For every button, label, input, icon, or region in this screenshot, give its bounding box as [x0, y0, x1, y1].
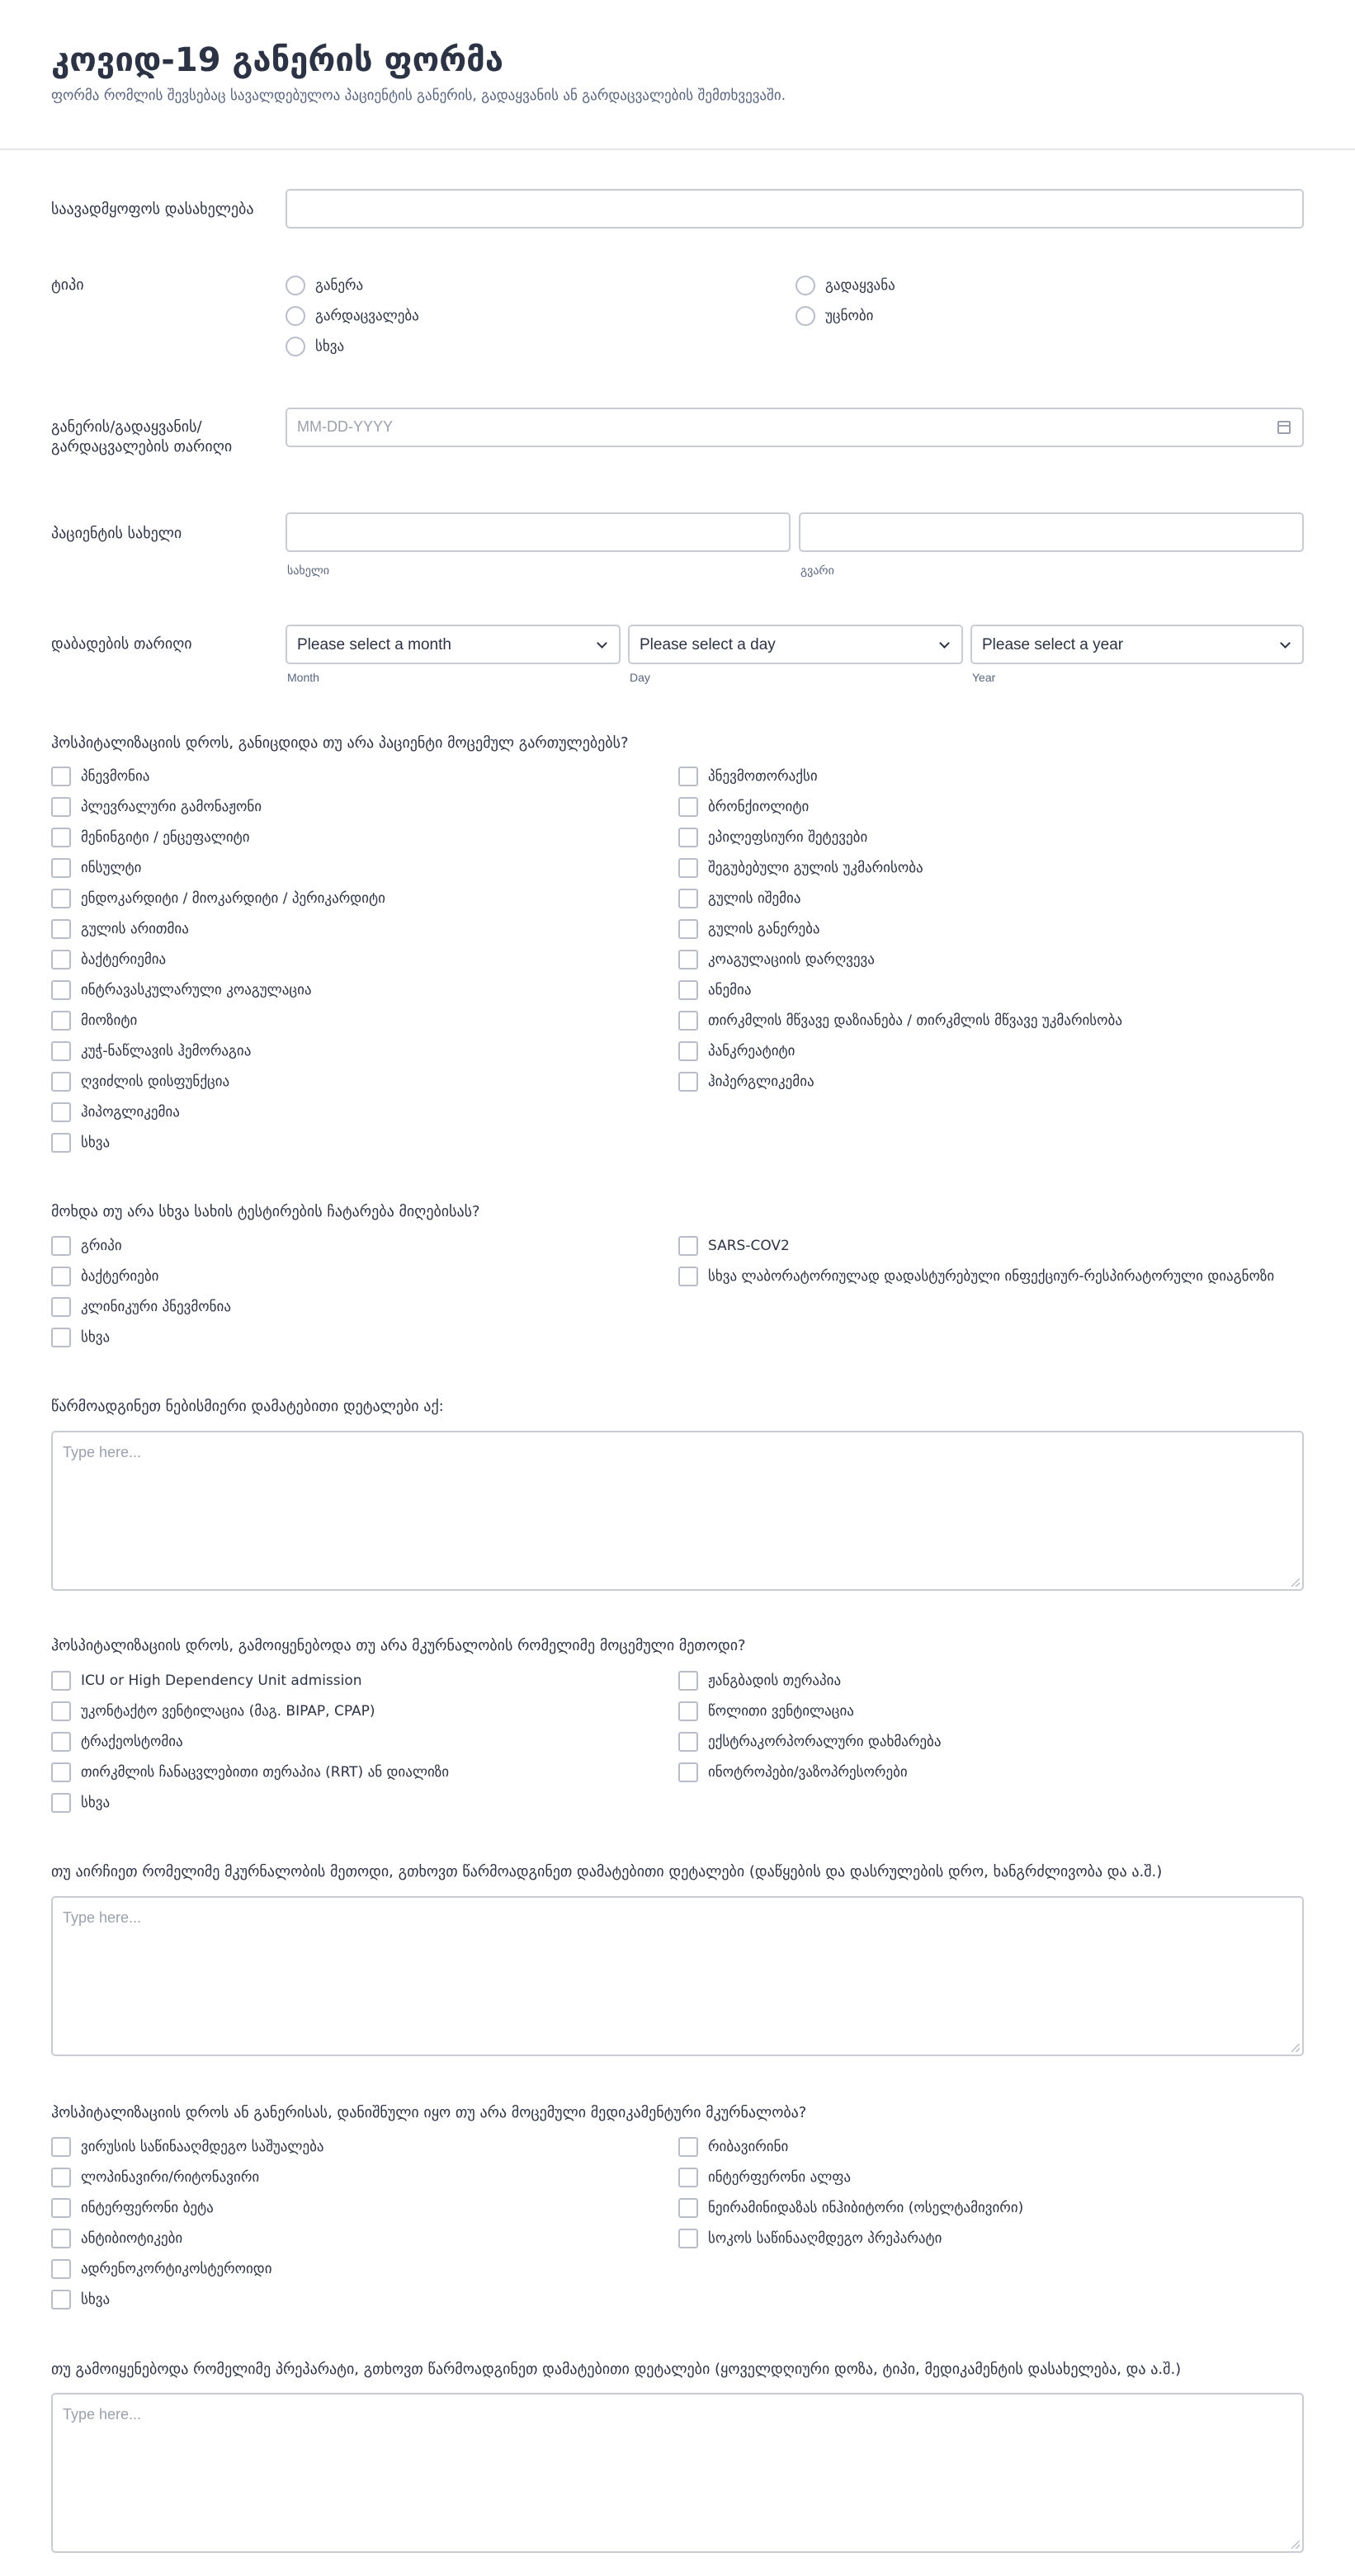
checkbox-icon[interactable]: [678, 2137, 698, 2157]
checkbox-option[interactable]: სხვა: [51, 1132, 110, 1154]
chevron-down-icon: [939, 638, 950, 649]
checkbox-icon[interactable]: [51, 2290, 71, 2309]
checkbox-option[interactable]: სხვა: [51, 1327, 110, 1348]
checkbox-icon[interactable]: [678, 1041, 698, 1061]
type-option-death[interactable]: გარდაცვალება: [286, 305, 419, 327]
checkbox-icon[interactable]: [678, 828, 698, 847]
checkbox-option[interactable]: სოკოს საწინააღმდეგო პრეპარატი: [678, 2228, 942, 2249]
checkbox-icon[interactable]: [51, 1701, 71, 1721]
checkbox-icon[interactable]: [51, 2198, 71, 2218]
details3-textarea[interactable]: Type here...: [51, 2393, 1304, 2553]
checkbox-option[interactable]: გრიპი: [51, 1235, 122, 1257]
dob-day-select[interactable]: Please select a day: [628, 625, 963, 664]
checkbox-icon[interactable]: [678, 767, 698, 786]
checkbox-option[interactable]: ინსულტი: [51, 857, 141, 879]
dob-year-select[interactable]: Please select a year: [970, 625, 1304, 664]
checkbox-option[interactable]: ეპილეფსიური შეტევები: [678, 827, 867, 848]
chevron-down-icon: [597, 638, 607, 649]
checkbox-option[interactable]: კუჭ-ნაწლავის ჰემორაგია: [51, 1040, 251, 1062]
checkbox-icon[interactable]: [51, 1328, 71, 1347]
checkbox-icon[interactable]: [678, 1011, 698, 1031]
treatments-question: ჰოსპიტალიზაციის დროს, გამოიყენებოდა თუ არა მკურნალობის რომელიმე მოცემული მეთოდი?: [51, 1637, 746, 1654]
form-title: კოვიდ-19 განერის ფორმა: [51, 41, 504, 79]
checkbox-option[interactable]: ბაქტერიები: [51, 1266, 158, 1287]
checkbox-icon[interactable]: [678, 1236, 698, 1256]
checkbox-option[interactable]: კოაგულაციის დარღვევა: [678, 949, 875, 970]
checkbox-option[interactable]: ენდოკარდიტი / მიოკარდიტი / პერიკარდიტი: [51, 888, 385, 909]
checkbox-icon[interactable]: [678, 858, 698, 878]
checkbox-option[interactable]: სხვა ლაბორატორიულად დადასტურებული ინფექციურ-რესპირატორული დიაგნოზი: [678, 1266, 1274, 1287]
checkbox-option[interactable]: ჰიპერგლიკემია: [678, 1071, 814, 1092]
checkbox-option[interactable]: პნევმოთორაქსი: [678, 766, 818, 787]
checkbox-icon[interactable]: [51, 1671, 71, 1691]
checkbox-option[interactable]: ვირუსის საწინააღმდეგო საშუალება: [51, 2136, 324, 2158]
checkbox-option[interactable]: ლოპინავირი/რიტონავირი: [51, 2167, 259, 2188]
details2-textarea[interactable]: Type here...: [51, 1896, 1304, 2056]
checkbox-option[interactable]: ინტრავასკულარული კოაგულაცია: [51, 979, 312, 1001]
checkbox-icon[interactable]: [51, 980, 71, 1000]
checkbox-icon[interactable]: [678, 1701, 698, 1721]
checkbox-icon[interactable]: [51, 2229, 71, 2248]
checkbox-option[interactable]: ნეირამინიდაზას ინჰიბიტორი (ოსელტამივირი): [678, 2197, 1023, 2219]
facility-input[interactable]: [286, 189, 1304, 229]
type-option-discharge[interactable]: განერა: [286, 275, 363, 296]
checkbox-icon[interactable]: [51, 1297, 71, 1317]
checkbox-icon[interactable]: [51, 767, 71, 786]
checkbox-option[interactable]: ჰიპოგლიკემია: [51, 1102, 180, 1123]
checkbox-icon[interactable]: [678, 1671, 698, 1691]
checkbox-icon[interactable]: [678, 1072, 698, 1092]
details3-question: თუ გამოიყენებოდა რომელიმე პრეპარატი, გთხოვთ წარმოადგინეთ დამატებითი დეტალები (ყოველდღიური დოზა, ტიპი, მედიკამენტის დასახელება, და ა.შ.): [51, 2361, 1182, 2378]
dob-label: დაბადების თარიღი: [51, 635, 192, 653]
checkbox-icon[interactable]: [678, 2168, 698, 2187]
event-date-input[interactable]: [286, 408, 1304, 447]
checkbox-icon[interactable]: [678, 1732, 698, 1752]
checkbox-option[interactable]: ინტერფერონი ბეტა: [51, 2197, 214, 2219]
dob-month-sublabel: Month: [287, 671, 319, 684]
checkbox-icon[interactable]: [678, 889, 698, 908]
checkbox-icon[interactable]: [51, 2259, 71, 2279]
resize-handle-icon[interactable]: [1291, 1578, 1300, 1587]
checkbox-icon[interactable]: [51, 797, 71, 817]
facility-label: საავადმყოფოს დასახელება: [51, 201, 254, 218]
checkbox-icon[interactable]: [678, 2198, 698, 2218]
checkbox-option[interactable]: პლევრალური გამონაჟონი: [51, 796, 262, 818]
checkbox-option[interactable]: ექსტრაკორპორალური დახმარება: [678, 1731, 941, 1753]
last-name-input[interactable]: [799, 512, 1304, 552]
checkbox-icon[interactable]: [678, 2229, 698, 2248]
checkbox-icon[interactable]: [678, 797, 698, 817]
checkbox-icon[interactable]: [51, 1762, 71, 1782]
type-option-unknown[interactable]: უცნობი: [796, 305, 873, 327]
checkbox-icon[interactable]: [51, 2137, 71, 2157]
calendar-icon[interactable]: [1277, 421, 1291, 434]
checkbox-icon[interactable]: [51, 2168, 71, 2187]
checkbox-option[interactable]: სხვა: [51, 1792, 110, 1814]
checkbox-icon[interactable]: [51, 1011, 71, 1031]
checkbox-icon[interactable]: [51, 1267, 71, 1286]
dob-month-select[interactable]: Please select a month: [286, 625, 621, 664]
checkbox-icon[interactable]: [678, 1762, 698, 1782]
checkbox-option[interactable]: კლინიკური პნევმონია: [51, 1296, 231, 1318]
radio-icon[interactable]: [796, 306, 815, 326]
checkbox-icon[interactable]: [51, 858, 71, 878]
checkbox-option[interactable]: შეგუბებული გულის უკმარისობა: [678, 857, 923, 879]
checkbox-option[interactable]: თირკმლის მწვავე დაზიანება / თირკმლის მწვავე უკმარისობა: [678, 1010, 1122, 1031]
checkbox-option[interactable]: სხვა: [51, 2289, 110, 2310]
medication-question: ჰოსპიტალიზაციის დროს ან განერისას, დანიშნული იყო თუ არა მოცემული მედიკამენტური მკურნალობა?: [51, 2104, 807, 2121]
checkbox-icon[interactable]: [678, 950, 698, 970]
radio-icon[interactable]: [286, 276, 305, 295]
checkbox-icon[interactable]: [51, 950, 71, 970]
checkbox-option[interactable]: გულის იშემია: [678, 888, 800, 909]
checkbox-icon[interactable]: [678, 980, 698, 1000]
checkbox-option[interactable]: ტრაქეოსტომია: [51, 1731, 183, 1753]
radio-icon[interactable]: [796, 276, 815, 295]
resize-handle-icon[interactable]: [1291, 2044, 1300, 2052]
checkbox-option[interactable]: პნევმონია: [51, 766, 149, 787]
checkbox-option[interactable]: თირკმლის ჩანაცვლებითი თერაპია (RRT) ან დიალიზი: [51, 1762, 449, 1783]
checkbox-icon[interactable]: [51, 828, 71, 847]
checkbox-option[interactable]: ინტერფერონი ალფა: [678, 2167, 851, 2188]
checkbox-option[interactable]: ბაქტერიემია: [51, 949, 166, 970]
checkbox-option[interactable]: ჟანგბადის თერაპია: [678, 1670, 841, 1691]
checkbox-icon[interactable]: [51, 919, 71, 939]
type-label: ტიპი: [51, 276, 84, 294]
checkbox-option[interactable]: მიოზიტი: [51, 1010, 137, 1031]
tests-question: მოხდა თუ არა სხვა სახის ტესტირების ჩატარება მიღებისას?: [51, 1203, 480, 1220]
checkbox-option[interactable]: პანკრეატიტი: [678, 1040, 795, 1062]
checkbox-icon[interactable]: [51, 889, 71, 908]
details1-question: წარმოადგინეთ ნებისმიერი დამატებითი დეტალები აქ:: [51, 1398, 444, 1415]
checkbox-icon[interactable]: [678, 1267, 698, 1286]
form-subtitle: ფორმა რომლის შევსებაც სავალდებულოა პაციენტის განერის, გადაყვანის ან გარდაცვალების შემთხვევაში.: [51, 87, 786, 104]
checkbox-option[interactable]: უკონტაქტო ვენტილაცია (მაგ. BIPAP, CPAP): [51, 1701, 375, 1722]
checkbox-icon[interactable]: [51, 1236, 71, 1256]
form-header: [0, 0, 1355, 150]
checkbox-option[interactable]: ღვიძლის დისფუნქცია: [51, 1071, 229, 1092]
radio-icon[interactable]: [286, 337, 305, 356]
event-date-placeholder: MM-DD-YYYY: [297, 418, 393, 435]
details2-question: თუ აირჩიეთ რომელიმე მკურნალობის მეთოდი, გთხოვთ წარმოადგინეთ დამატებითი დეტალები (დაწყების და დასრულების დრო, ხანგრძლივობა და ა.შ.): [51, 1863, 1163, 1880]
checkbox-option[interactable]: გულის არითმია: [51, 918, 189, 940]
checkbox-icon[interactable]: [51, 1102, 71, 1122]
complications-question: ჰოსპიტალიზაციის დროს, განიცდიდა თუ არა პაციენტი მოცემულ გართულებებს?: [51, 734, 629, 752]
checkbox-option[interactable]: ადრენოკორტიკოსტეროიდი: [51, 2258, 272, 2280]
last-name-sublabel: გვარი: [800, 564, 834, 577]
radio-icon[interactable]: [286, 306, 305, 326]
patient-name-label: პაციენტის სახელი: [51, 525, 182, 542]
dob-year-sublabel: Year: [972, 671, 996, 684]
checkbox-option[interactable]: ანტიბიოტიკები: [51, 2228, 182, 2249]
checkbox-icon[interactable]: [51, 1133, 71, 1153]
checkbox-option[interactable]: მენინგიტი / ენცეფალიტი: [51, 827, 250, 848]
first-name-sublabel: სახელი: [287, 564, 329, 577]
checkbox-icon[interactable]: [678, 919, 698, 939]
checkbox-option[interactable]: გულის განერება: [678, 918, 820, 940]
dob-day-sublabel: Day: [630, 671, 650, 684]
checkbox-option[interactable]: ICU or High Dependency Unit admission: [51, 1670, 362, 1691]
checkbox-icon[interactable]: [51, 1793, 71, 1813]
event-date-label: განერის/გადაყვანის/ გარდაცვალების თარიღი: [51, 418, 233, 455]
checkbox-icon[interactable]: [51, 1732, 71, 1752]
checkbox-option[interactable]: SARS-COV2: [678, 1235, 790, 1257]
checkbox-option[interactable]: ბრონქიოლიტი: [678, 796, 809, 818]
details1-textarea[interactable]: Type here...: [51, 1431, 1304, 1591]
checkbox-icon[interactable]: [51, 1041, 71, 1061]
chevron-down-icon: [1280, 638, 1291, 649]
type-option-other[interactable]: სხვა: [286, 336, 344, 357]
checkbox-option[interactable]: ანემია: [678, 979, 751, 1001]
type-option-transfer[interactable]: გადაყვანა: [796, 275, 895, 296]
resize-handle-icon[interactable]: [1291, 2541, 1300, 2549]
checkbox-option[interactable]: წოლითი ვენტილაცია: [678, 1701, 854, 1722]
checkbox-option[interactable]: რიბავირინი: [678, 2136, 788, 2158]
first-name-input[interactable]: [286, 512, 791, 552]
checkbox-option[interactable]: ინოტროპები/ვაზოპრესორები: [678, 1762, 908, 1783]
checkbox-icon[interactable]: [51, 1072, 71, 1092]
